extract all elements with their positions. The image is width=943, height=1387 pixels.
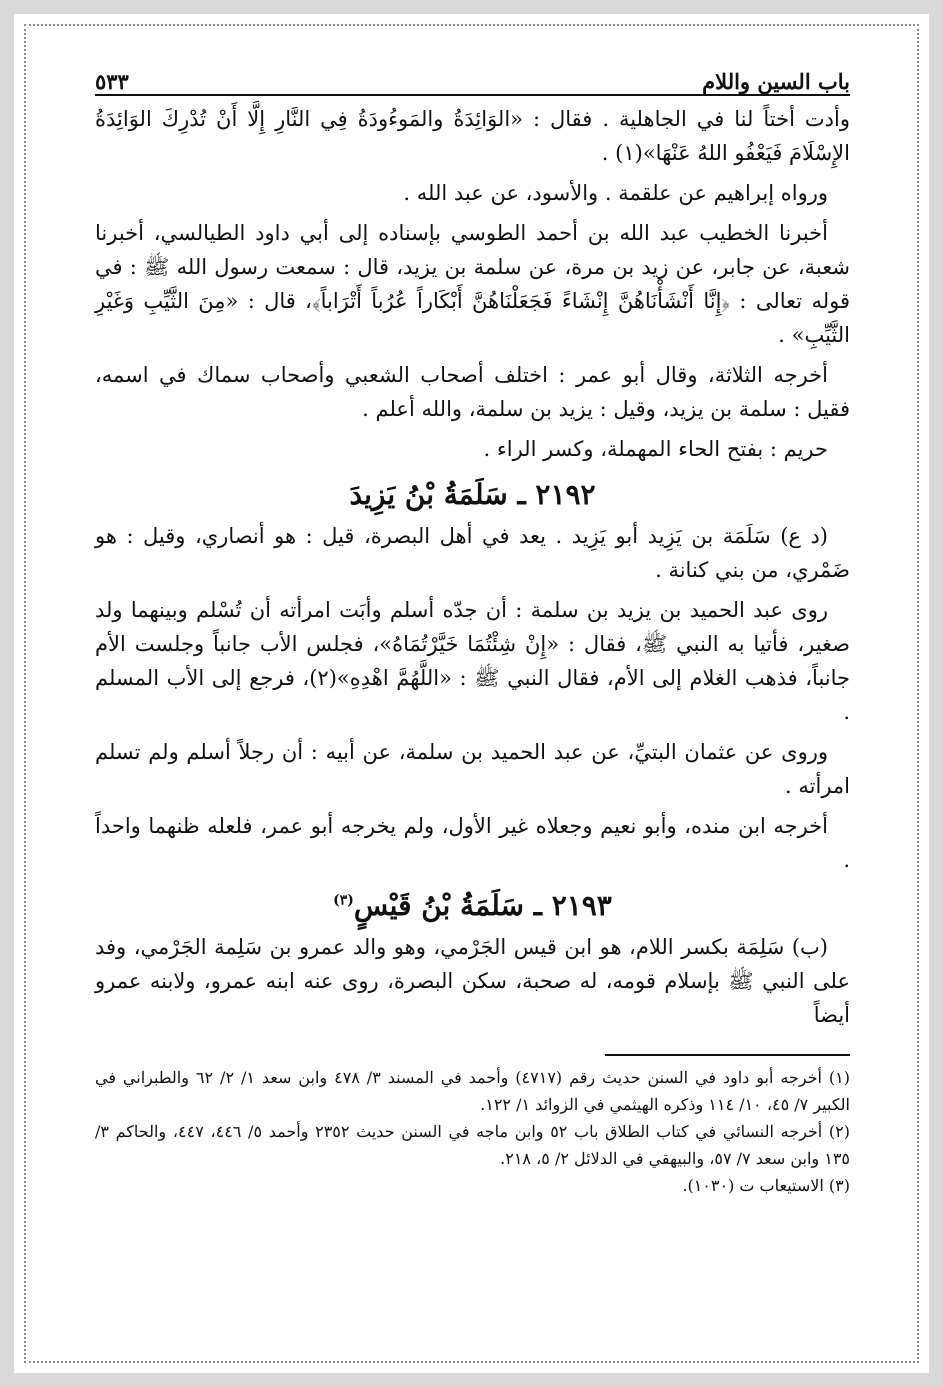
- page-number: ٥٣٣: [95, 69, 129, 94]
- footnote: (١) أخرجه أبو داود في السنن حديث رقم (٤٧١٧) وأحمد في المسند ٣/ ٤٧٨ وابن سعد ١/ ٢/ ٦٢ والطبراني في الكبير ٧/ ٤٥، ١٠/ ١١٤ وذكره الهيثمي في الزوائد ١/ ١٢٢.: [95, 1068, 850, 1114]
- book-page: [95, 66, 850, 1199]
- entry-heading-2193: [95, 889, 850, 922]
- paragraph: أخرجه ابن منده، وأبو نعيم وجعلاه غير الأول، ولم يخرجه أبو عمر، فلعله ظنهما واحداً .: [95, 814, 850, 872]
- footnote-marker: (٣): [333, 892, 354, 909]
- entry-heading-2192: [95, 478, 850, 511]
- paragraph: (د ع) سَلَمَة بن يَزِيد أبو يَزِيد . يعد في أهل البصرة، قيل : هو أنصاري، وقيل : هو ضَمْري، من بني كنانة .: [95, 524, 850, 582]
- footnote: (٣) الاستيعاب ت (١٠٣٠).: [682, 1176, 850, 1195]
- paragraph: حريم : بفتح الحاء المهملة، وكسر الراء .: [483, 437, 828, 461]
- paragraph: روى عبد الحميد بن يزيد بن سلمة : أن جدّه أسلم وأبَت امرأته أن تُسْلم وبينهما ولد صغير، فأتيا به النبي ﷺ، فقال : «إِنْ شِئْتُمَا خَيَّرْتُمَاهُ»، فجلس الأب جانباً وجلست الأم جانباً، فذهب الغلام إلى الأم، فقال النبي ﷺ : «اللَّهُمَّ اهْدِهِ»(٢)، فرجع إلى الأب المسلم .: [95, 598, 851, 724]
- running-header: [95, 66, 850, 96]
- paragraph: أخرجه الثلاثة، وقال أبو عمر : اختلف أصحاب الشعبي وأصحاب سماك في اسمه، فقيل : سلمة بن يزيد، وقيل : يزيد بن سلمة، والله أعلم .: [95, 363, 850, 421]
- footnote-divider: [605, 1054, 850, 1056]
- section-title: باب السين واللام: [702, 69, 850, 94]
- entry-heading-text: ٢١٩٢ ـ سَلَمَةُ بْنُ يَزِيدَ: [349, 478, 596, 511]
- paragraph: أخبرنا الخطيب عبد الله بن أحمد الطوسي بإسناده إلى أبي داود الطيالسي، أخبرنا شعبة، عن جابر، عن زيد بن مرة، عن سلمة بن يزيد، قال : سمعت رسول الله ﷺ : في قوله تعالى : ﴿إِنَّا أَنْشَأْنَاهُنَّ إِنْشَاءً فَجَعَلْنَاهُنَّ أَبْكَاراً عُرُباً أَتْرَاباً﴾، قال : «مِنَ الثَّيِّبِ وَغَيْرِ الثَّيِّبِ» .: [95, 221, 850, 347]
- paragraph: وأدت أختاً لنا في الجاهلية . فقال : «الوَائِدَةُ والمَوءُودَةُ فِي النَّارِ إِلَّا أَنْ تُدْرِكَ الوَائِدَةُ الإِسْلَامَ فَيَعْفُو اللهُ عَنْهَا»(١) .: [95, 107, 850, 165]
- paragraph: ورواه إبراهيم عن علقمة . والأسود، عن عبد الله .: [403, 181, 828, 205]
- paragraph: (ب) سَلِمَة بكسر اللام، هو ابن قيس الجَرْمي، وهو والد عمرو بن سَلِمة الجَرْمي، وفد على النبي ﷺ بإسلام قومه، له صحبة، سكن البصرة، روى عنه ابنه عمرو، ولابنه عمرو أيضاً: [95, 935, 850, 1027]
- entry-heading-text: ٢١٩٣ ـ سَلَمَةُ بْنُ قَيْسٍ: [353, 889, 612, 922]
- paragraph: وروى عن عثمان البتيِّ، عن عبد الحميد بن سلمة، عن أبيه : أن رجلاً أسلم ولم تسلم امرأته .: [95, 740, 850, 798]
- footnote: (٢) أخرجه النسائي في كتاب الطلاق باب ٥٢ وابن ماجه في السنن حديث ٢٣٥٢ وأحمد ٥/ ٤٤٦، ٤٤٧، والحاكم ٣/ ١٣٥ وابن سعد ٧/ ٥٧، والبيهقي في الدلائل ٢/ ٥، ٢١٨.: [95, 1122, 850, 1168]
